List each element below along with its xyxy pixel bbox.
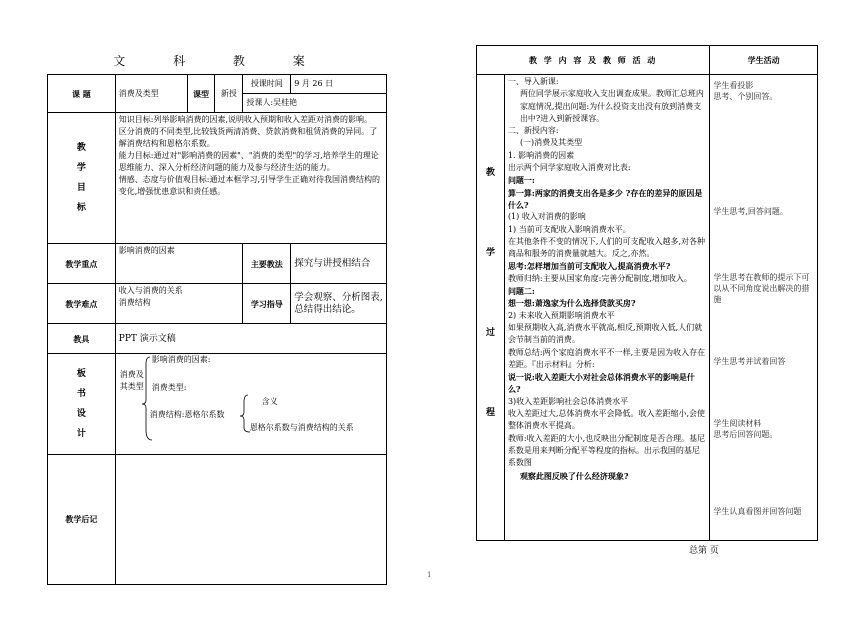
student-header: 学生活动 <box>710 46 818 75</box>
notes-label: 教学后记 <box>48 455 116 585</box>
difficulties-label: 教学难点 <box>48 284 116 324</box>
content-line: 两位同学展示家庭收入支出调查成果。教师汇总班内家庭情况,提出问题:为什么投资支出没有放到消费支出中?进入到新授课容。 <box>519 89 704 123</box>
board-item-relation: 恩格尔系数与消费结构的关系 <box>249 423 354 432</box>
student-activity-body <box>710 75 818 541</box>
board-label: 板 书 设 计 <box>48 354 116 455</box>
topic-label: 课 题 <box>48 75 116 113</box>
content-line: 二、新授内容: <box>507 126 559 136</box>
content-line: (一)消费及其类型 <box>519 138 583 148</box>
content-line: 一、导入新课: <box>507 77 559 86</box>
content-line: 问题一: <box>507 175 535 186</box>
lesson-plan-table <box>47 74 387 585</box>
content-line: 教师:收入差距的大小,也反映出分配制度是否合理。基尼系数是用来判断分配平等程度的指标。出示我国的基尼系数图 <box>507 433 706 468</box>
student-note: 学生认真看图并回答问题 <box>713 507 802 516</box>
content-line: 教师归纳:主要从国家角度:完善分配制度,增加收入。 <box>507 273 692 283</box>
process-label: 教 学 过 程 <box>477 75 505 541</box>
key-points-label: 教学重点 <box>48 244 116 284</box>
content-line: 教师总结:两个家庭消费水平不一样,主要是因为收入存在差距。『出示材料』分析: <box>507 347 706 369</box>
content-lines <box>508 76 706 482</box>
topic-value: 消费及类型 <box>115 75 187 113</box>
content-line: 3)收入差距影响社会总体消费水平 <box>507 396 629 406</box>
lesson-plan-title: 文 科 教 案 <box>113 54 327 68</box>
page-footer: 总第 页 <box>689 546 719 556</box>
content-line: (1) 收入对消费的影响 <box>507 212 586 222</box>
page-number: 1 <box>427 571 432 579</box>
main-method-label: 主要教法 <box>243 244 291 284</box>
type-value: 新授 <box>215 75 243 113</box>
board-item-factors: 影响消费的因素: <box>151 355 211 364</box>
key-points-value: 影响消费的因素 <box>115 244 243 284</box>
content-line: 想一想:萧逸家为什么选择贷款买房? <box>507 298 636 309</box>
content-header: 教 学 内 容 及 教 师 活 动 <box>477 46 710 75</box>
content-line: 收入差距过大,总体消费水平会降低。收入差距缩小,会使整体消费水平提高。 <box>507 409 706 431</box>
content-line: 观察此图反映了什么经济现象? <box>519 470 629 481</box>
content-line: 1) 当前可支配收入影响消费水平。 <box>507 224 631 234</box>
content-line: 2) 未来收入预期影响消费水平 <box>507 310 615 320</box>
teaching-process-table <box>476 45 818 541</box>
content-line: 出示两个同学家庭收入消费对比表: <box>507 163 631 173</box>
goals-label: 教 学 目 标 <box>48 113 116 244</box>
board-item-structure: 消费结构:恩格尔系数 <box>149 410 225 419</box>
student-note: 学生思考,回答问题。 <box>713 207 788 216</box>
main-method-value: 探究与讲授相结合 <box>291 244 387 284</box>
time-label: 授课时间 <box>243 75 291 94</box>
notes-value <box>115 455 386 585</box>
student-note: 学生阅读材料 思考后回答问题。 <box>713 419 778 439</box>
student-note: 学生看投影 思考、个别回答。 <box>713 81 778 101</box>
content-line: 如果预期收入高,消费水平就高,相反,预期收入低,人们就会节制当前的消费。 <box>507 322 703 345</box>
content-line: 问题二: <box>507 286 535 297</box>
student-notes <box>713 76 814 536</box>
content-line: 在其他条件不变的情况下,人们的可支配收入越多,对各种商品和服务的消费量就越大。反之,亦然。 <box>507 236 706 259</box>
date-value: 9 月 26 日 <box>291 75 387 94</box>
study-guide-label: 学习指导 <box>243 284 291 324</box>
board-item-types: 消费类型: <box>151 383 187 392</box>
content-line: 算一算:两家的消费支出各是多少 ?存在的差异的原因是什么? <box>507 187 703 210</box>
difficulties-value: 收入与消费的关系 消费结构 <box>115 284 243 324</box>
student-note: 学生思考在教师的提示下可以从不同角度说出解决的措施 <box>713 273 810 304</box>
study-guide-value: 学会观察、分析图表,总结得出结论。 <box>291 284 387 324</box>
content-line: 1. 影响消费的因素 <box>507 150 575 160</box>
board-item-meaning: 含义 <box>261 397 278 406</box>
content-body <box>504 75 709 541</box>
content-line: 思考:怎样增加当前可支配收入,提高消费水平? <box>507 261 671 272</box>
board-brackets <box>116 354 388 454</box>
teacher-value: 授课人:吴桂艳 <box>243 94 387 113</box>
student-note: 学生思考并试着回答 <box>713 357 786 366</box>
board-design <box>115 354 386 455</box>
content-line: 说一说:收入差距大小对社会总体消费水平的影响是什么? <box>507 372 695 395</box>
type-label: 课型 <box>187 75 215 113</box>
goals-text: 知识目标:列举影响消费的因素,说明收入预期和收入差距对消费的影响。 区分消费的不同类型,比较钱货两清消费、贷款消费和租赁消费的异同。了解消费结构和恩格尔系数。 能力目标:通过对"影响消费的因素"、"消费的类型"的学习,培养学生的理论思维能力、深入分析经济问题的能力及参与经济生活的能力。 情感、态度与价值观目标:通过本框学习,引导学生正确对待我国消费结构的变化,增强忧患意识和责任感。 <box>115 113 386 244</box>
board-root: 消费及其类型 <box>119 370 144 391</box>
tools-value: PPT 演示文稿 <box>115 324 386 354</box>
tools-label: 教具 <box>48 324 116 354</box>
